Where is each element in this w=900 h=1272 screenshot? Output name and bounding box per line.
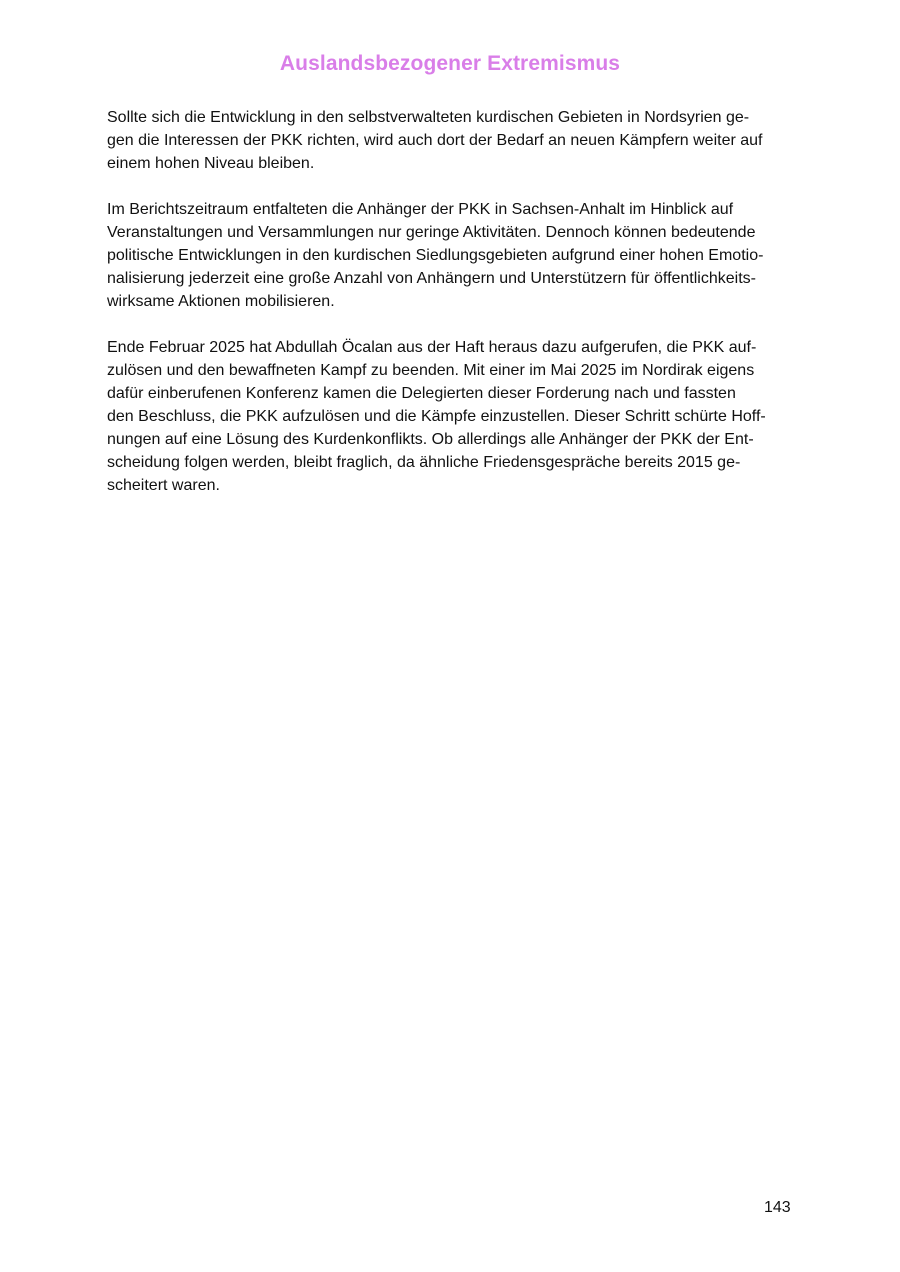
paragraph-3: Ende Februar 2025 hat Abdullah Öcalan aus der Haft heraus dazu aufgerufen, die PKK auf- zulösen und den bewaffneten Kampf zu beenden. Mit einer im Mai 2025 im Nordirak eigens dafür einberufenen Konferenz kamen die Delegierten dieser Forderung nach und fassten den Beschluss, die PKK aufzulösen und die Kämpfe einzustellen. Dieser Schritt schürte Hoff- nungen auf eine Lösung des Kurdenkonflikts. Ob allerdings alle Anhänger der PKK der Ent- scheidung folgen werden, bleibt fraglich, da ähnliche Friedensgespräche bereits 2015 ge- scheitert waren. [107,339,766,494]
paragraph-2: Im Berichtszeitraum entfalteten die Anhänger der PKK in Sachsen-Anhalt im Hinblick auf Veranstaltungen und Versammlungen nur geringe Aktivitäten. Dennoch können bedeutende politische Entwicklungen in den kurdischen Siedlungsgebieten aufgrund einer hohen Emotio- nalisierung jederzeit eine große Anzahl von Anhängern und Unterstützern für öffentlichkeits- wirksame Aktionen mobilisieren. [107,201,764,310]
page-number: 143 [764,1199,791,1216]
paragraph-1: Sollte sich die Entwicklung in den selbstverwalteten kurdischen Gebieten in Nordsyrien ge- gen die Interessen der PKK richten, wird auch dort der Bedarf an neuen Kämpfern weiter auf einem hohen Niveau bleiben. [107,109,763,172]
document-body [107,106,797,520]
page-header-title: Auslandsbezogener Extremismus [279,52,621,75]
